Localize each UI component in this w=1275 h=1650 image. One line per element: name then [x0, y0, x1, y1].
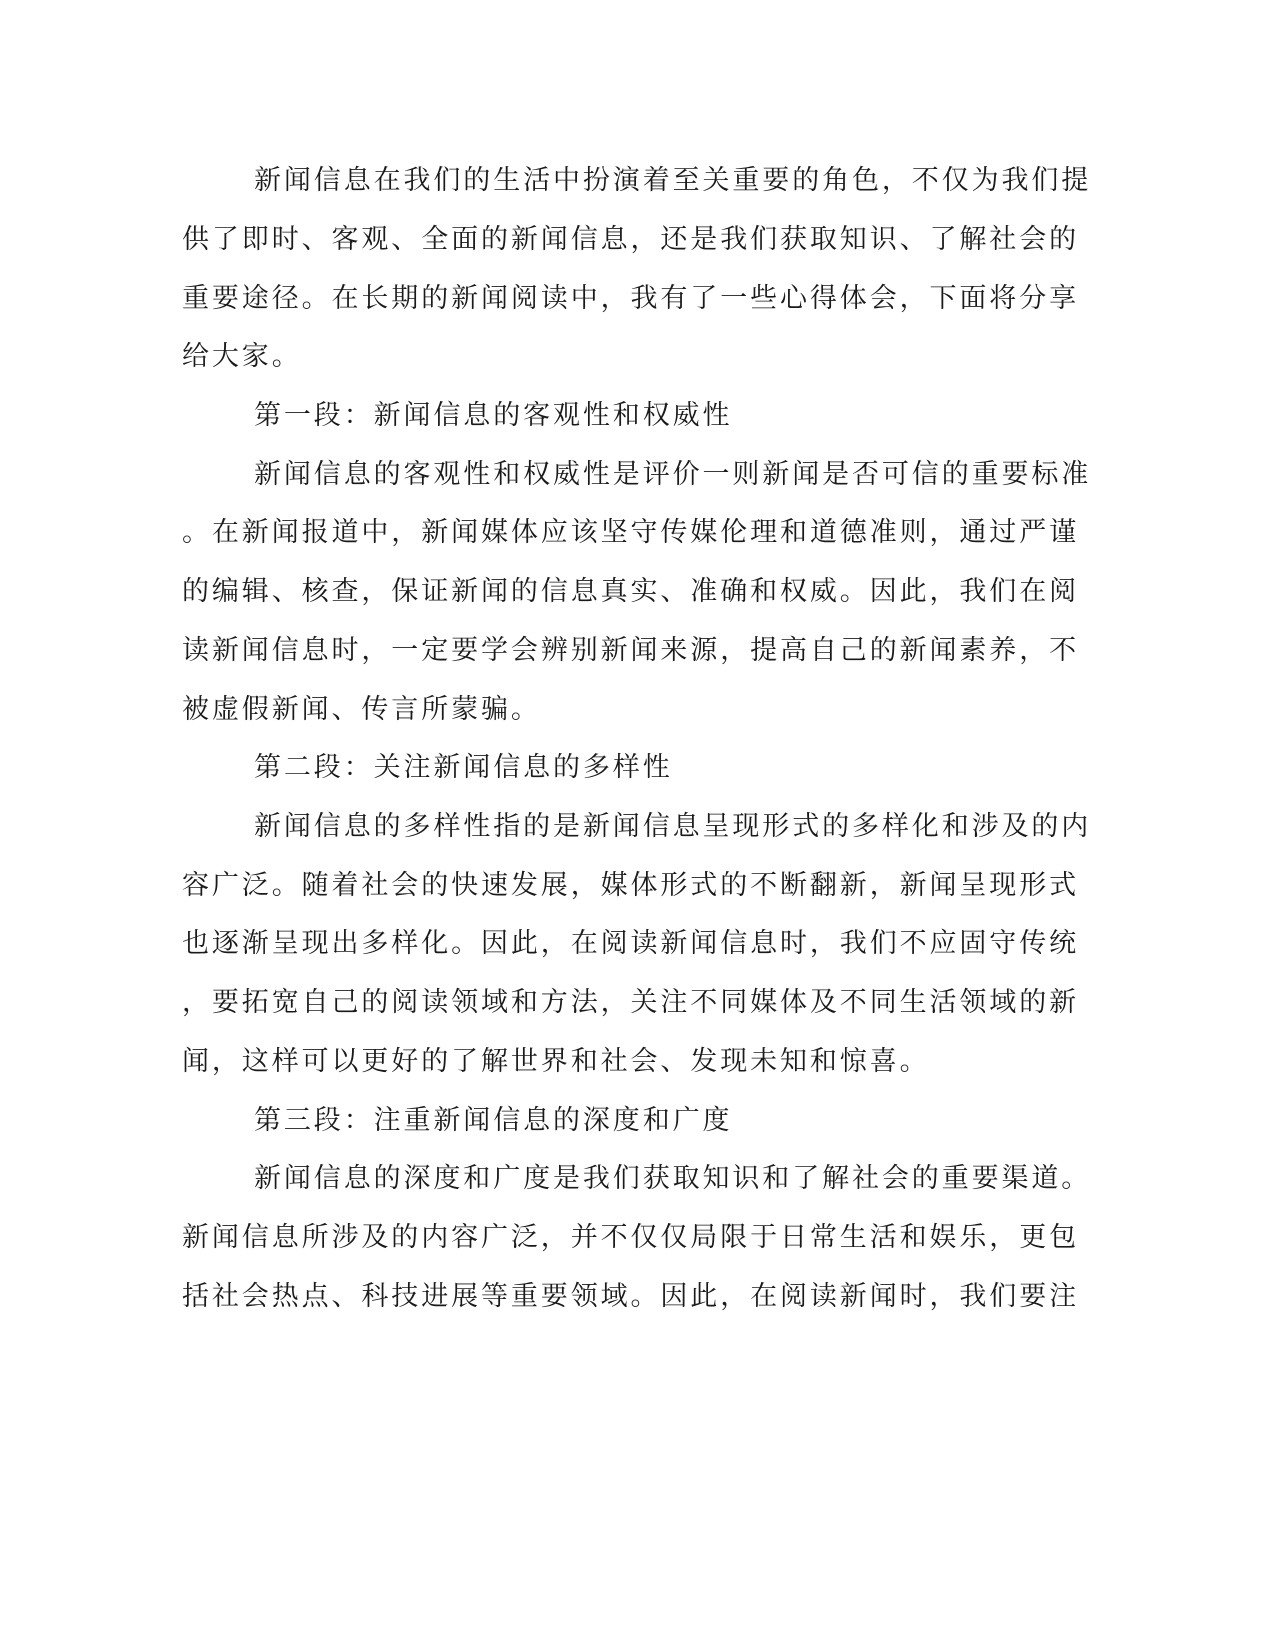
section-heading-1: 第一段：新闻信息的客观性和权威性 [254, 400, 733, 431]
intro-line: 新闻信息在我们的生活中扮演着至关重要的角色，不仅为我们提 [254, 165, 1092, 196]
intro-line: 给大家。 [182, 341, 302, 372]
section2-line: ，要拓宽自己的阅读领域和方法，关注不同媒体及不同生活领域的新 [182, 987, 1079, 1018]
section-heading-2: 第二段：关注新闻信息的多样性 [254, 752, 673, 783]
section1-line: 的编辑、核查，保证新闻的信息真实、准确和权威。因此，我们在阅 [182, 576, 1079, 607]
section3-line: 新闻信息的深度和广度是我们获取知识和了解社会的重要渠道。 [254, 1163, 1092, 1194]
section1-line: 新闻信息的客观性和权威性是评价一则新闻是否可信的重要标准 [254, 459, 1092, 490]
section-heading-3: 第三段：注重新闻信息的深度和广度 [254, 1105, 733, 1136]
section2-line: 新闻信息的多样性指的是新闻信息呈现形式的多样化和涉及的内 [254, 811, 1092, 842]
section1-line: 。在新闻报道中，新闻媒体应该坚守传媒伦理和道德准则，通过严谨 [182, 517, 1079, 548]
section1-line: 被虚假新闻、传言所蒙骗。 [182, 694, 541, 725]
section1-line: 读新闻信息时，一定要学会辨别新闻来源，提高自己的新闻素养，不 [182, 635, 1079, 666]
section3-line: 括社会热点、科技进展等重要领域。因此，在阅读新闻时，我们要注 [182, 1281, 1079, 1312]
intro-line: 供了即时、客观、全面的新闻信息，还是我们获取知识、了解社会的 [182, 224, 1079, 255]
section2-line: 也逐渐呈现出多样化。因此，在阅读新闻信息时，我们不应固守传统 [182, 928, 1079, 959]
section3-line: 新闻信息所涉及的内容广泛，并不仅仅局限于日常生活和娱乐，更包 [182, 1222, 1079, 1253]
section2-line: 容广泛。随着社会的快速发展，媒体形式的不断翻新，新闻呈现形式 [182, 870, 1079, 901]
intro-line: 重要途径。在长期的新闻阅读中，我有了一些心得体会，下面将分享 [182, 283, 1079, 314]
section2-line: 闻，这样可以更好的了解世界和社会、发现未知和惊喜。 [182, 1046, 930, 1077]
